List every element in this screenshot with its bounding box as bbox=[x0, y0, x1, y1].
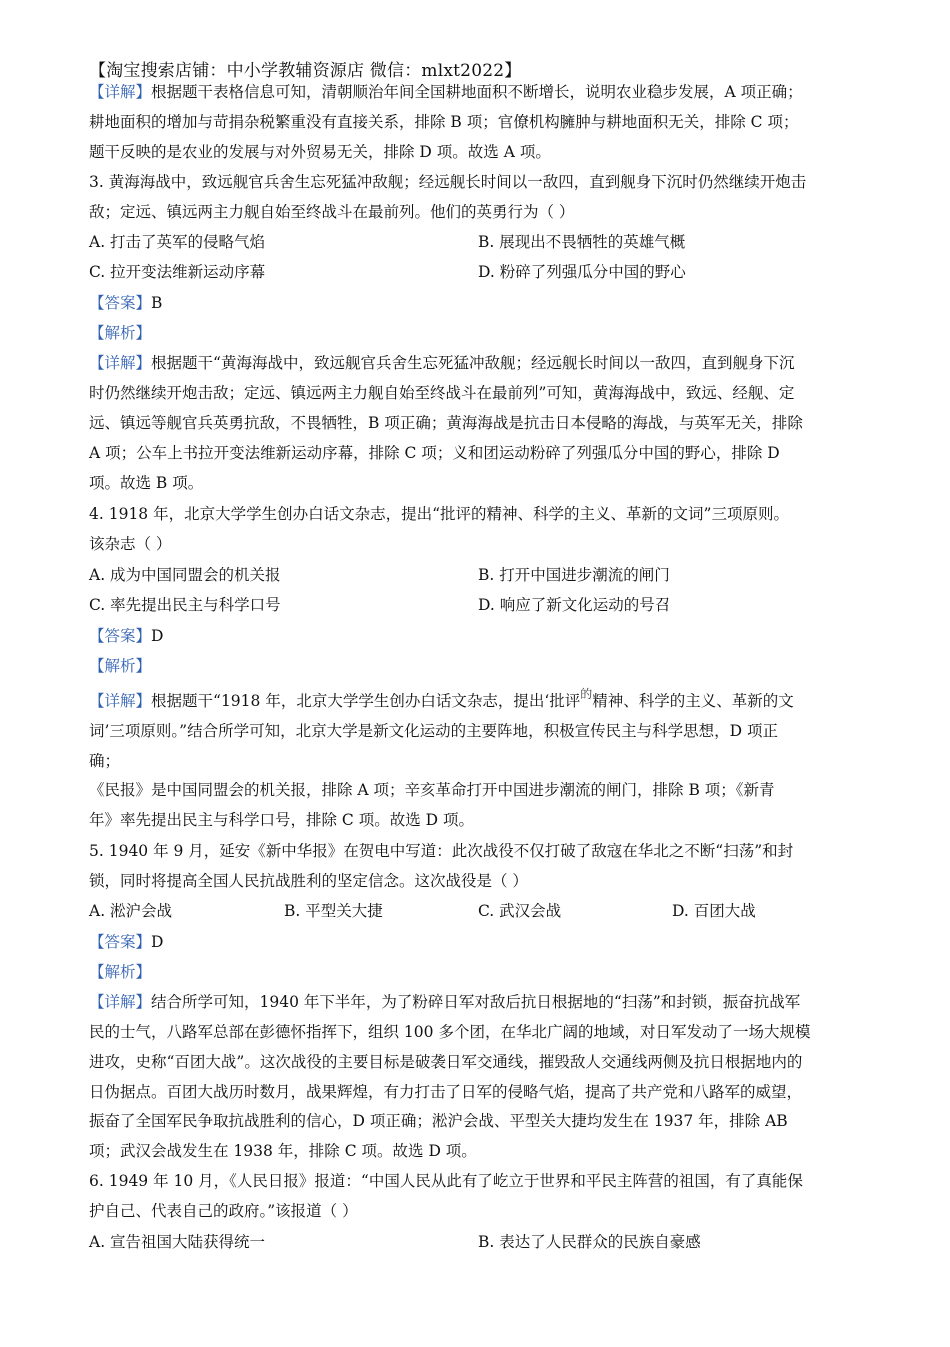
q3-detail-line: A 项；公车上书拉开变法维新运动序幕，排除 C 项；义和团运动粉碎了列强瓜分中国的野心，排除 D bbox=[89, 444, 780, 462]
q5-detail-line bbox=[89, 992, 800, 1012]
q3-option-c: C. 拉开变法维新运动序幕 bbox=[89, 263, 266, 281]
q4-detail-sup: 的 bbox=[580, 687, 593, 701]
q5-detail-line: 日伪据点。百团大战历时数月，战果辉煌，有力打击了日军的侵略气焰，提高了共产党和八路军的威望， bbox=[89, 1083, 803, 1101]
q3-analysis-label: 【解析】 bbox=[89, 324, 152, 342]
q2-detail-line bbox=[89, 82, 803, 102]
q3-answer bbox=[89, 293, 162, 313]
answer-label: 【答案】 bbox=[89, 294, 152, 312]
q4-detail-part-b: 精神、科学的主义、革新的文 bbox=[592, 692, 794, 710]
q4-option-d: D. 响应了新文化运动的号召 bbox=[478, 596, 671, 614]
detail-text: 根据题干“1918 年，北京大学学生创办白话文杂志，提出‘批评 bbox=[151, 692, 581, 710]
q2-detail-line: 耕地面积的增加与苛捐杂税繁重没有直接关系，排除 B 项；官僚机构臃肿与耕地面积无关，排除 C 项； bbox=[89, 113, 799, 131]
detail-text: 结合所学可知，1940 年下半年，为了粉碎日军对敌后抗日根据地的“扫荡”和封锁，振奋抗战军 bbox=[151, 993, 801, 1011]
q5-option-c: C. 武汉会战 bbox=[478, 902, 562, 920]
q4-option-c: C. 率先提出民主与科学口号 bbox=[89, 596, 281, 614]
q4-detail-line: 词’三项原则。”结合所学可知，北京大学是新文化运动的主要阵地，积极宣传民主与科学思想，D 项正 bbox=[89, 722, 778, 740]
detail-label: 【详解】 bbox=[89, 692, 152, 710]
q5-detail-line: 振奋了全国军民争取抗战胜利的信心，D 项正确；淞沪会战、平型关大捷均发生在 1937 年，排除 AB bbox=[89, 1112, 788, 1130]
answer-label: 【答案】 bbox=[89, 627, 152, 645]
q6-stem-line: 护自己、代表自己的政府。”该报道（ ） bbox=[89, 1202, 358, 1220]
q3-stem-line: 敌；定远、镇远两主力舰自始至终战斗在最前列。他们的英勇行为（ ） bbox=[89, 203, 575, 221]
q3-stem-line: 3. 黄海海战中，致远舰官兵舍生忘死猛冲敌舰；经远舰长时间以一敌四，直到舰身下沉时仍然继续开炮击 bbox=[89, 173, 807, 191]
q4-option-b: B. 打开中国进步潮流的闸门 bbox=[478, 566, 670, 584]
q5-stem-line: 锁，同时将提高全国人民抗战胜利的坚定信念。这次战役是（ ） bbox=[89, 872, 528, 890]
q4-analysis-label: 【解析】 bbox=[89, 657, 152, 675]
q2-detail-line: 题干反映的是农业的发展与对外贸易无关，排除 D 项。故选 A 项。 bbox=[89, 143, 551, 161]
answer-value: B bbox=[151, 294, 163, 312]
q6-option-a: A. 宣告祖国大陆获得统一 bbox=[89, 1233, 266, 1251]
q5-option-d: D. 百团大战 bbox=[672, 902, 756, 920]
q4-detail-line: 确； bbox=[89, 752, 121, 770]
detail-label: 【详解】 bbox=[89, 354, 152, 372]
detail-label: 【详解】 bbox=[89, 83, 152, 101]
detail-text: 根据题干“黄海海战中，致远舰官兵舍生忘死猛冲敌舰；经远舰长时间以一敌四，直到舰身下沉 bbox=[151, 354, 795, 372]
q4-detail-part-a bbox=[89, 692, 580, 710]
q3-detail-line: 时仍然继续开炮击敌；定远、镇远两主力舰自始至终战斗在最前列”可知，黄海海战中，致远、经舰、定 bbox=[89, 384, 795, 402]
q3-detail-line: 项。故选 B 项。 bbox=[89, 474, 204, 492]
header-note: 【淘宝搜索店铺：中小学教辅资源店 微信：mlxt2022】 bbox=[89, 61, 522, 81]
q4-detail-line: 年》率先提出民主与科学口号，排除 C 项。故选 D 项。 bbox=[89, 811, 474, 829]
q3-option-a: A. 打击了英军的侵略气焰 bbox=[89, 233, 266, 251]
q5-detail-line: 项；武汉会战发生在 1938 年，排除 C 项。故选 D 项。 bbox=[89, 1142, 477, 1160]
q3-option-b: B. 展现出不畏牺牲的英雄气概 bbox=[478, 233, 686, 251]
q5-analysis-label: 【解析】 bbox=[89, 963, 152, 981]
q5-option-a: A. 淞沪会战 bbox=[89, 902, 173, 920]
answer-label: 【答案】 bbox=[89, 933, 152, 951]
q4-stem-line: 该杂志（ ） bbox=[89, 535, 172, 553]
detail-label: 【详解】 bbox=[89, 993, 152, 1011]
detail-text: 根据题干表格信息可知，清朝顺治年间全国耕地面积不断增长，说明农业稳步发展，A 项正确； bbox=[151, 83, 803, 101]
q5-stem-line: 5. 1940 年 9 月，延安《新中华报》在贺电中写道：此次战役不仅打破了敌寇在华北之不断“扫荡”和封 bbox=[89, 842, 794, 860]
q5-answer bbox=[89, 932, 163, 952]
q4-option-a: A. 成为中国同盟会的机关报 bbox=[89, 566, 281, 584]
q5-detail-line: 进攻，史称“百团大战”。这次战役的主要目标是破袭日军交通线，摧毁敌人交通线两侧及抗日根据地内的 bbox=[89, 1053, 803, 1071]
answer-value: D bbox=[151, 933, 164, 951]
q3-option-d: D. 粉碎了列强瓜分中国的野心 bbox=[478, 263, 686, 281]
q4-answer bbox=[89, 626, 163, 646]
q4-detail-line: 《民报》是中国同盟会的机关报，排除 A 项；辛亥革命打开中国进步潮流的闸门，排除 B 项；《新青 bbox=[89, 781, 775, 799]
q3-detail-line bbox=[89, 353, 794, 373]
q5-detail-line: 民的士气，八路军总部在彭德怀指挥下，组织 100 多个团，在华北广阔的地域，对日军发动了一场大规模 bbox=[89, 1023, 811, 1041]
q6-stem-line: 6. 1949 年 10 月，《人民日报》报道：“中国人民从此有了屹立于世界和平民主阵营的祖国，有了真能保 bbox=[89, 1172, 803, 1190]
q6-option-b: B. 表达了人民群众的民族自豪感 bbox=[478, 1233, 701, 1251]
q3-detail-line: 远、镇远等舰官兵英勇抗敌，不畏牺牲，B 项正确；黄海海战是抗击日本侵略的海战，与英军无关，排除 bbox=[89, 414, 803, 432]
q4-stem-line: 4. 1918 年，北京大学学生创办白话文杂志，提出“批评的精神、科学的主义、革新的文词”三项原则。 bbox=[89, 505, 789, 523]
q4-detail-line-1 bbox=[89, 687, 794, 712]
answer-value: D bbox=[151, 627, 164, 645]
q5-option-b: B. 平型关大捷 bbox=[284, 902, 383, 920]
